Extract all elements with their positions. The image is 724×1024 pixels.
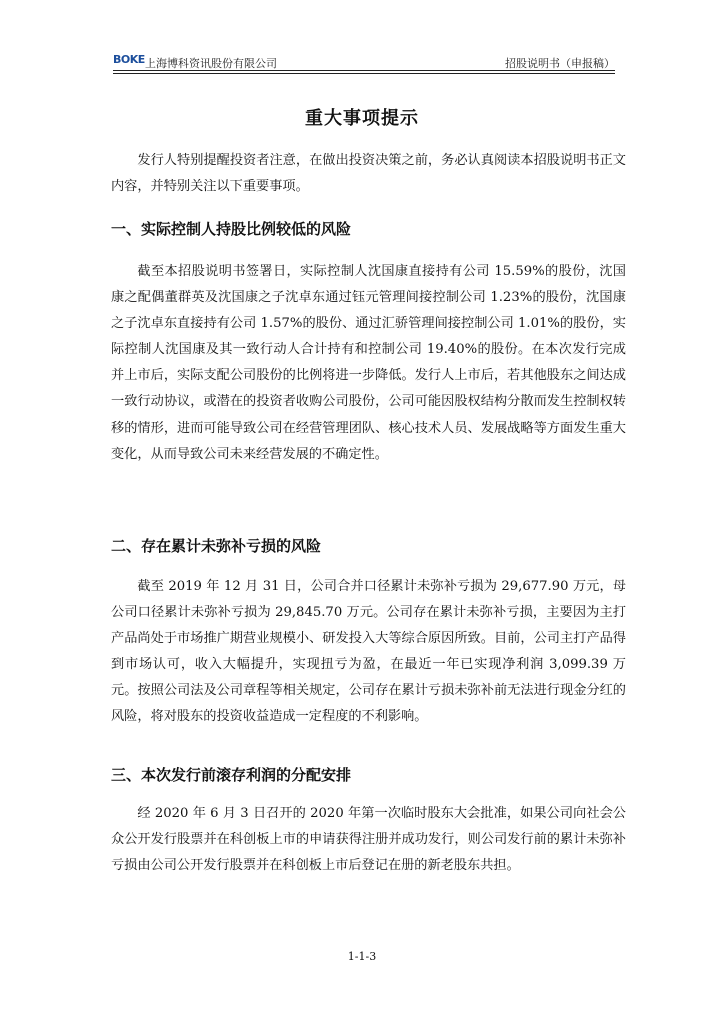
section-2-body: 截至 2019 年 12 月 31 日，公司合并口径累计未弥补亏损为 29,677.90 万元，母公司口径累计未弥补亏损为 29,845.70 万元。公司存在累计未弥补亏损，主要因为主打产品尚处于市场推广期营业规模小、研发投入大等综合原因所致。目前，公司主打产品得到市场认可，收入大幅提升，实现扭亏为盈，在最近一年已实现净利润 3,099.39 万元。按照公司法及公司章程等相关规定，公司存在累计亏损未弥补前无法进行现金分红的风险，将对股东的投资收益造成一定程度的不利影响。 xyxy=(111,579,626,725)
page-title: 重大事项提示 xyxy=(305,108,419,129)
section-1-body: 截至本招股说明书签署日，实际控制人沈国康直接持有公司 15.59%的股份，沈国康之配偶董群英及沈国康之子沈卓东通过钰元管理间接控制公司 1.23%的股份，沈国康之子沈卓东直接持有公司 1.57%的股份、通过汇骄管理间接控制公司 1.01%的股份，实际控制人沈国康及其一致行动人合计持有和控制公司 19.40%的股份。在本次发行完成并上市后，实际支配公司股份的比例将进一步降低。发行人上市后，若其他股东之间达成一致行动协议，或潜在的投资者收购公司股份，公司可能因股权结构分散而发生控制权转移的情形，进而可能导致公司在经营管理团队、核心技术人员、发展战略等方面发生重大变化，从而导致公司未来经营发展的不确定性。 xyxy=(111,264,626,462)
page-number: 1-1-3 xyxy=(347,950,377,963)
document-type: 招股说明书（申报稿） xyxy=(505,57,615,70)
section-2-heading: 二、存在累计未弥补亏损的风险 xyxy=(111,537,322,555)
section-3-heading: 三、本次发行前滚存利润的分配安排 xyxy=(111,766,352,784)
page-header xyxy=(113,50,615,71)
section-1-heading: 一、实际控制人持股比例较低的风险 xyxy=(111,220,352,238)
company-name: 上海博科资讯股份有限公司 xyxy=(145,57,277,70)
intro-paragraph: 发行人特别提醒投资者注意，在做出投资决策之前，务必认真阅读本招股说明书正文内容，并特别关注以下重要事项。 xyxy=(111,153,626,195)
header-divider xyxy=(113,73,615,74)
company-logo: BOKE xyxy=(113,53,145,66)
section-3-body: 经 2020 年 6 月 3 日召开的 2020 年第一次临时股东大会批准，如果公司向社会公众公开发行股票并在科创板上市的申请获得注册并成功发行，则公司发行前的累计未弥补亏损由公司公开发行股票并在科创板上市后登记在册的新老股东共担。 xyxy=(111,806,626,874)
